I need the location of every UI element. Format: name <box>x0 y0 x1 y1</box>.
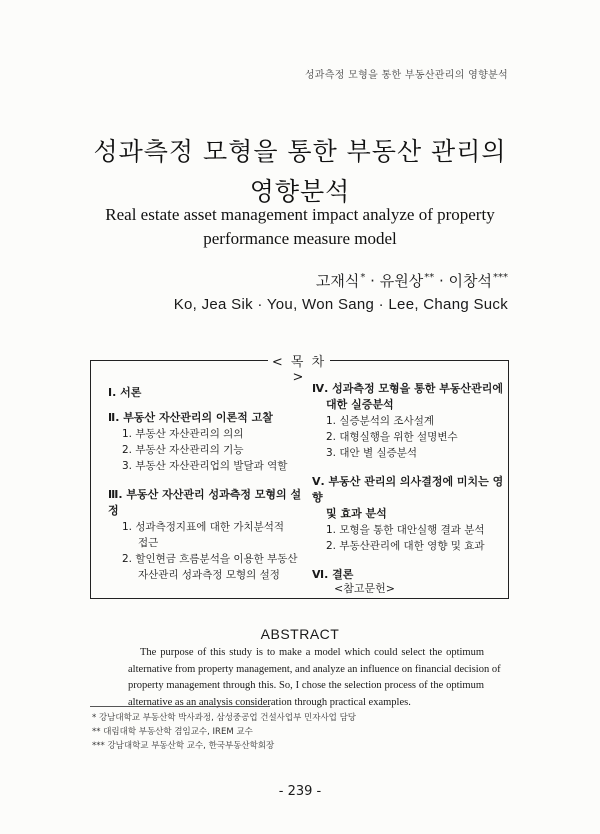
toc-item: 3. 대안 별 실증분석 <box>326 447 418 459</box>
footnote: * 강남대학교 부동산학 박사과정, 삼성중공업 건설사업부 민자사업 담당 <box>92 713 356 723</box>
title-english-line-1: Real estate asset management impact analyze of property <box>105 205 495 224</box>
toc-item: 2. 할인현금 흐름분석을 이용한 부동산 <box>122 553 298 565</box>
author-2: 유원상 <box>379 272 424 290</box>
title-english-line-2: performance measure model <box>203 229 397 248</box>
toc-heading: < 목 차 > <box>271 355 327 385</box>
toc-section-continued: 및 효과 분석 <box>326 507 387 520</box>
toc-right-column <box>312 381 508 583</box>
toc-section: Ⅲ. 부동산 자산관리 성과측정 모형의 설정 <box>108 488 302 517</box>
toc-left-column <box>108 385 308 583</box>
footnote-rule <box>90 706 270 707</box>
toc-item-continued: 자산관리 성과측정 모형의 설정 <box>138 569 280 581</box>
toc-item: 2. 부동산관리에 대한 영향 및 효과 <box>326 540 485 552</box>
author-3: 이창석 <box>448 272 492 290</box>
toc-item: 2. 대형실행을 위한 설명변수 <box>326 431 458 443</box>
title-korean-line-1: 성과측정 모형을 통한 부동산 관리의 <box>93 137 507 166</box>
toc-section: Ⅵ. 결론 <box>312 568 354 581</box>
toc-item: 1. 실증분석의 조사설계 <box>326 415 434 427</box>
toc-item-continued: 접근 <box>138 537 159 549</box>
toc-section: Ⅴ. 부동산 관리의 의사결정에 미치는 영향 <box>312 475 504 504</box>
abstract-line: alternative as an analysis consideration through practical examples. <box>128 696 411 708</box>
toc-section-continued: 대한 실증분석 <box>326 398 394 411</box>
abstract-line: property management through this. So, I chose the selection process of the optimum <box>128 680 484 691</box>
authors-korean <box>316 270 508 291</box>
authors-english: Ko, Jea Sik · You, Won Sang · Lee, Chang Suck <box>173 296 508 313</box>
toc-section: Ⅰ. 서론 <box>108 386 142 399</box>
table-of-contents <box>90 348 508 604</box>
toc-item: 3. 부동산 자산관리업의 발달과 역할 <box>122 460 288 472</box>
footnote: ** 대림대학 부동산학 겸임교수, IREM 교수 <box>92 727 253 737</box>
abstract-body <box>128 645 501 711</box>
toc-item: 1. 성과측정지표에 대한 가치분석적 <box>122 521 285 533</box>
title-korean-line-2: 영향분석 <box>249 177 351 206</box>
running-head: 성과측정 모형을 통한 부동산관리의 영향분석 <box>304 70 508 81</box>
toc-frame-top-left <box>90 360 268 361</box>
toc-item: 1. 부동산 자산관리의 의의 <box>122 428 244 440</box>
author-separator: · <box>365 272 380 290</box>
toc-section: Ⅳ. 성과측정 모형을 통한 부동산관리에 <box>312 382 503 395</box>
author-1: 고재식 <box>315 272 360 290</box>
abstract-line: The purpose of this study is to make a model which could select the optimum <box>140 647 484 658</box>
author-3-mark: *** <box>493 272 508 283</box>
toc-frame-top-right <box>330 360 508 361</box>
toc-item: 2. 부동산 자산관리의 기능 <box>122 444 244 456</box>
footnote: *** 강남대학교 부동산학 교수, 한국부동산학회장 <box>92 741 275 751</box>
author-2-mark: ** <box>424 272 435 283</box>
author-1-mark: * <box>360 272 366 283</box>
page-number: - 239 - <box>278 784 322 799</box>
toc-item: 1. 모형을 통한 대안실행 결과 분석 <box>326 524 485 536</box>
author-separator: · <box>434 272 449 290</box>
toc-section: Ⅱ. 부동산 자산관리의 이론적 고찰 <box>108 411 273 424</box>
toc-references: <참고문헌> <box>334 582 395 595</box>
footnotes <box>92 711 356 753</box>
abstract-heading: ABSTRACT <box>260 626 340 642</box>
abstract-line: alternative from property management, and analyze an influence on financial decision of <box>128 663 501 675</box>
